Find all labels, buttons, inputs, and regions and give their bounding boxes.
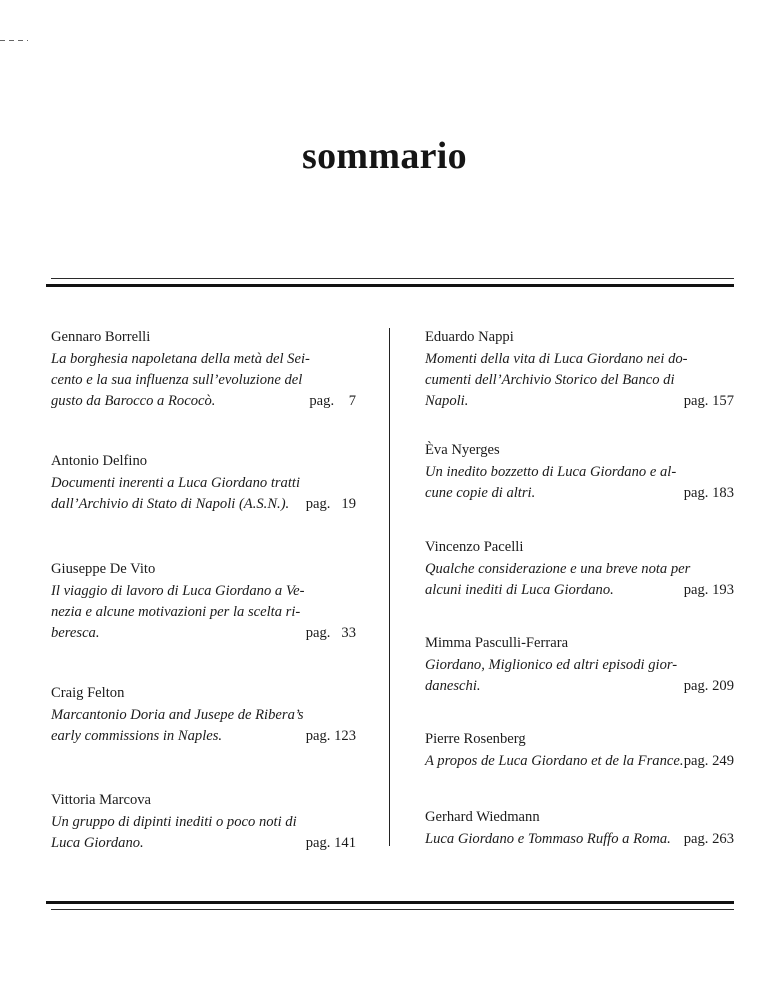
- entry-title-line: dall’Archivio di Stato di Napoli (A.S.N.).: [51, 496, 290, 512]
- entry-author: Eduardo Nappi: [425, 329, 514, 345]
- entry-author: Mimma Pasculli-Ferrara: [425, 635, 569, 651]
- page-title: sommario: [302, 135, 467, 177]
- entry-title-line: Luca Giordano.: [51, 835, 144, 851]
- bottom-rule-thin: [51, 909, 734, 910]
- entry-author: Èva Nyerges: [425, 442, 500, 458]
- toc-entry: [51, 559, 356, 644]
- entry-author: Antonio Delfino: [51, 453, 148, 469]
- entry-title: [51, 473, 356, 515]
- entry-title-line: Un inedito bozzetto di Luca Giordano e al-: [425, 464, 677, 480]
- entry-title: [425, 462, 734, 504]
- entry-page-number: pag. 141: [305, 835, 356, 851]
- entry-page-number: pag. 183: [683, 485, 734, 501]
- entry-title: [425, 829, 734, 850]
- entry-author: Gerhard Wiedmann: [425, 809, 540, 825]
- top-rule-thick: [46, 284, 734, 287]
- entry-title-line: gusto da Barocco a Rococò.: [51, 393, 216, 409]
- entry-title-line: Documenti inerenti a Luca Giordano tratti: [51, 475, 301, 491]
- entry-page-number: pag. 193: [683, 582, 734, 598]
- entry-author: Vittoria Marcova: [51, 792, 152, 808]
- entry-title-line: alcuni inediti di Luca Giordano.: [425, 582, 614, 598]
- entry-title-line: Luca Giordano e Tommaso Ruffo a Roma.: [425, 831, 671, 847]
- entry-title-line: Qualche considerazione e una breve nota per: [425, 561, 691, 577]
- entry-page-number: pag. 209: [683, 678, 734, 694]
- entry-author: Pierre Rosenberg: [425, 731, 526, 747]
- entry-author: Craig Felton: [51, 685, 125, 701]
- entry-page-number: pag. 123: [305, 728, 356, 744]
- entry-page-number: pag. 263: [683, 831, 734, 847]
- entry-title-line: Marcantonio Doria and Jusepe de Ribera’s: [51, 707, 304, 723]
- toc-entry: [425, 537, 734, 601]
- scan-mark: [0, 40, 28, 41]
- entry-title-line: Il viaggio di lavoro di Luca Giordano a Ve-: [51, 583, 305, 599]
- entry-page-number: pag. 7: [309, 393, 356, 409]
- toc-entry: [51, 790, 356, 854]
- entry-author: Giuseppe De Vito: [51, 561, 156, 577]
- entry-title-line: cento e la sua influenza sull’evoluzione del: [51, 372, 303, 388]
- column-divider: [389, 328, 390, 846]
- toc-entry: [425, 729, 734, 772]
- toc-entry: [425, 807, 734, 850]
- toc-entry: [51, 327, 356, 412]
- entry-page-number: pag. 157: [683, 393, 734, 409]
- toc-entry: [51, 451, 356, 515]
- entry-title-line: daneschi.: [425, 678, 481, 694]
- top-rule-thin: [51, 278, 734, 279]
- entry-title: [51, 812, 356, 854]
- toc-entry: [425, 440, 734, 504]
- entry-title-line: cune copie di altri.: [425, 485, 536, 501]
- entry-title-line: early commissions in Naples.: [51, 728, 223, 744]
- entry-page-number: pag. 33: [305, 625, 356, 641]
- entry-page-number: pag. 19: [305, 496, 356, 512]
- toc-entry: [425, 633, 734, 697]
- entry-title-line: nezia e alcune motivazioni per la scelta ri-: [51, 604, 301, 620]
- toc-entry: [425, 327, 734, 412]
- entry-title-line: A propos de Luca Giordano et de la France.: [425, 753, 684, 769]
- entry-author: Vincenzo Pacelli: [425, 539, 524, 555]
- entry-title: [51, 705, 356, 747]
- entry-title-line: Momenti della vita di Luca Giordano nei do-: [425, 351, 688, 367]
- entry-title: [425, 559, 734, 601]
- toc-entry: [51, 683, 356, 747]
- entry-title-line: Un gruppo di dipinti inediti o poco noti di: [51, 814, 297, 830]
- entry-author: Gennaro Borrelli: [51, 329, 151, 345]
- entry-title-line: Giordano, Miglionico ed altri episodi gior-: [425, 657, 678, 673]
- entry-title: [425, 751, 734, 772]
- entry-title: [425, 655, 734, 697]
- bottom-rule-thick: [46, 901, 734, 904]
- entry-page-number: pag. 249: [683, 753, 734, 769]
- entry-title-line: cumenti dell’Archivio Storico del Banco di: [425, 372, 675, 388]
- entry-title: [425, 349, 734, 412]
- entry-title-line: beresca.: [51, 625, 100, 641]
- entry-title-line: La borghesia napoletana della metà del Sei-: [51, 351, 310, 367]
- entry-title-line: Napoli.: [425, 393, 469, 409]
- entry-title: [51, 349, 356, 412]
- entry-title: [51, 581, 356, 644]
